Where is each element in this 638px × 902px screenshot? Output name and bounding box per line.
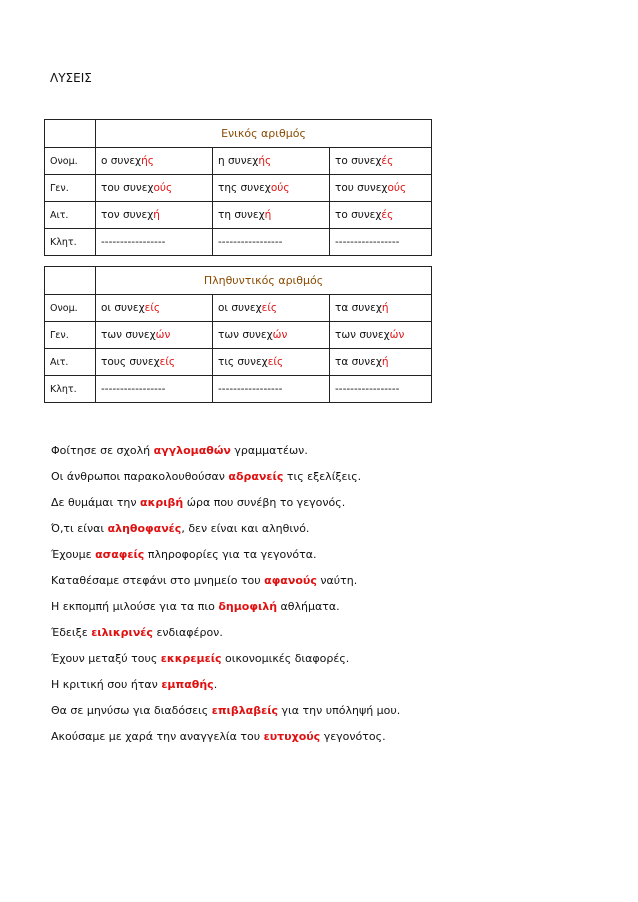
sentence-text: . — [213, 678, 218, 691]
sentence-text: Η εκπομπή μιλούσε για τα πιο — [51, 600, 219, 613]
table-row — [45, 229, 432, 256]
answer-word: ασαφείς — [95, 548, 145, 561]
stem: τους συνεχ — [101, 356, 160, 368]
case-label: Ονομ. — [45, 148, 96, 175]
sentence-text: ενδιαφέρον. — [152, 626, 223, 639]
answer-word: εμπαθής — [161, 678, 214, 691]
stem: των συνεχ — [335, 329, 390, 341]
ending: ή — [264, 209, 272, 221]
table-row — [45, 175, 432, 202]
sentence-text: Η κριτική σου ήταν — [51, 678, 162, 691]
form-cell — [96, 175, 213, 202]
answer-word: ακριβή — [140, 496, 184, 509]
answer-word: ειλικρινές — [91, 626, 153, 639]
answer-word: αδρανείς — [228, 470, 284, 483]
form-cell — [213, 322, 330, 349]
form-cell — [213, 229, 330, 256]
exercise-sentence — [51, 496, 345, 509]
form-cell — [213, 175, 330, 202]
table-row — [45, 349, 432, 376]
answer-word: αγγλομαθών — [153, 444, 231, 457]
form-cell — [330, 322, 432, 349]
stem: ----------------- — [218, 383, 283, 395]
table-row — [45, 148, 432, 175]
form-cell — [96, 349, 213, 376]
table-heading: Πληθυντικός αριθμός — [96, 267, 432, 295]
corner-cell — [45, 267, 96, 295]
exercise-sentence — [51, 704, 400, 717]
sentence-text: Έχουμε — [51, 548, 96, 561]
ending: ές — [381, 209, 394, 221]
sentence-text: γραμματέων. — [230, 444, 308, 457]
exercise-sentence — [51, 626, 223, 639]
exercise-sentence — [51, 522, 309, 535]
stem: τον συνεχ — [101, 209, 154, 221]
ending: είς — [267, 356, 284, 368]
case-label: Αιτ. — [45, 349, 96, 376]
ending: ών — [155, 329, 171, 341]
table-row — [45, 295, 432, 322]
sentence-text: ναύτη. — [316, 574, 358, 587]
form-cell — [213, 148, 330, 175]
stem: ----------------- — [218, 236, 283, 248]
exercise-sentence — [51, 470, 361, 483]
stem: τα συνεχ — [335, 356, 382, 368]
sentence-text: οικονομικές διαφορές. — [221, 652, 350, 665]
form-cell — [330, 202, 432, 229]
stem: ----------------- — [101, 236, 166, 248]
stem: των συνεχ — [218, 329, 273, 341]
exercise-sentence — [51, 652, 349, 665]
form-cell — [330, 376, 432, 403]
case-label: Γεν. — [45, 322, 96, 349]
ending: ών — [389, 329, 405, 341]
ending: ούς — [387, 182, 407, 194]
ending: ή — [153, 209, 160, 221]
exercise-sentence — [51, 444, 308, 457]
table-row — [45, 322, 432, 349]
ending: ή — [381, 356, 389, 368]
answer-word: ευτυχούς — [263, 730, 321, 743]
stem: το συνεχ — [335, 155, 382, 167]
stem: ----------------- — [335, 236, 400, 248]
ending: είς — [261, 302, 278, 314]
case-label: Κλητ. — [45, 229, 96, 256]
table-row — [45, 202, 432, 229]
sentence-text: πληροφορίες για τα γεγονότα. — [144, 548, 317, 561]
form-cell — [330, 148, 432, 175]
stem: του συνεχ — [101, 182, 154, 194]
exercise-sentence — [51, 548, 317, 561]
ending: είς — [144, 302, 161, 314]
ending: ής — [141, 155, 154, 167]
stem: ----------------- — [101, 383, 166, 395]
answer-word: δημοφιλή — [218, 600, 278, 613]
ending: ή — [381, 302, 389, 314]
form-cell — [213, 202, 330, 229]
sentence-text: γεγονότος. — [320, 730, 386, 743]
case-label: Κλητ. — [45, 376, 96, 403]
sentence-text: για την υπόληψή μου. — [278, 704, 401, 717]
form-cell — [96, 148, 213, 175]
stem: ----------------- — [335, 383, 400, 395]
exercise-sentence — [51, 574, 357, 587]
ending: ής — [258, 155, 272, 167]
sentence-text: Έχουν μεταξύ τους — [51, 652, 161, 665]
form-cell — [330, 175, 432, 202]
exercise-sentence — [51, 730, 386, 743]
answer-word: αφανούς — [264, 574, 317, 587]
case-label: Αιτ. — [45, 202, 96, 229]
sentence-text: , δεν είναι και αληθινό. — [181, 522, 310, 535]
form-cell — [330, 349, 432, 376]
case-label: Γεν. — [45, 175, 96, 202]
ending: ούς — [153, 182, 173, 194]
table-heading: Ενικός αριθμός — [96, 120, 432, 148]
stem: η συνεχ — [218, 155, 259, 167]
stem: οι συνεχ — [218, 302, 262, 314]
exercise-sentence — [51, 678, 217, 691]
stem: το συνεχ — [335, 209, 382, 221]
stem: ο συνεχ — [101, 155, 142, 167]
sentence-text: Φοίτησε σε σχολή — [51, 444, 154, 457]
sentence-text: Θα σε μηνύσω για διαδόσεις — [51, 704, 212, 717]
stem: οι συνεχ — [101, 302, 145, 314]
stem: της συνεχ — [218, 182, 271, 194]
table-row — [45, 376, 432, 403]
sentence-text: Καταθέσαμε στεφάνι στο μνημείο του — [51, 574, 265, 587]
form-cell — [96, 295, 213, 322]
ending: ές — [381, 155, 394, 167]
form-cell — [213, 376, 330, 403]
form-cell — [96, 202, 213, 229]
sentence-text: αθλήματα. — [277, 600, 340, 613]
sentence-text: ώρα που συνέβη το γεγονός. — [183, 496, 346, 509]
exercise-sentence — [51, 600, 340, 613]
sentence-text: Οι άνθρωποι παρακολουθούσαν — [51, 470, 229, 483]
page-title: ΛΥΣΕΙΣ — [50, 71, 92, 85]
form-cell — [330, 229, 432, 256]
plural-declension-table — [44, 266, 432, 403]
form-cell — [213, 295, 330, 322]
ending: είς — [159, 356, 176, 368]
stem: τα συνεχ — [335, 302, 382, 314]
form-cell — [96, 376, 213, 403]
stem: τη συνεχ — [218, 209, 265, 221]
form-cell — [213, 349, 330, 376]
singular-declension-table — [44, 119, 432, 256]
form-cell — [330, 295, 432, 322]
case-label: Ονομ. — [45, 295, 96, 322]
answer-word: επιβλαβείς — [211, 704, 279, 717]
form-cell — [96, 322, 213, 349]
answer-word: εκκρεμείς — [160, 652, 222, 665]
form-cell — [96, 229, 213, 256]
sentence-text: Ακούσαμε με χαρά την αναγγελία του — [51, 730, 264, 743]
stem: τις συνεχ — [218, 356, 268, 368]
ending: ών — [272, 329, 288, 341]
sentence-text: Έδειξε — [51, 626, 92, 639]
stem: των συνεχ — [101, 329, 156, 341]
sentence-text: τις εξελίξεις. — [283, 470, 362, 483]
answer-word: αληθοφανές — [107, 522, 182, 535]
sentence-text: Ό,τι είναι — [51, 522, 108, 535]
stem: του συνεχ — [335, 182, 388, 194]
sentence-text: Δε θυμάμαι την — [51, 496, 141, 509]
corner-cell — [45, 120, 96, 148]
ending: ούς — [270, 182, 290, 194]
